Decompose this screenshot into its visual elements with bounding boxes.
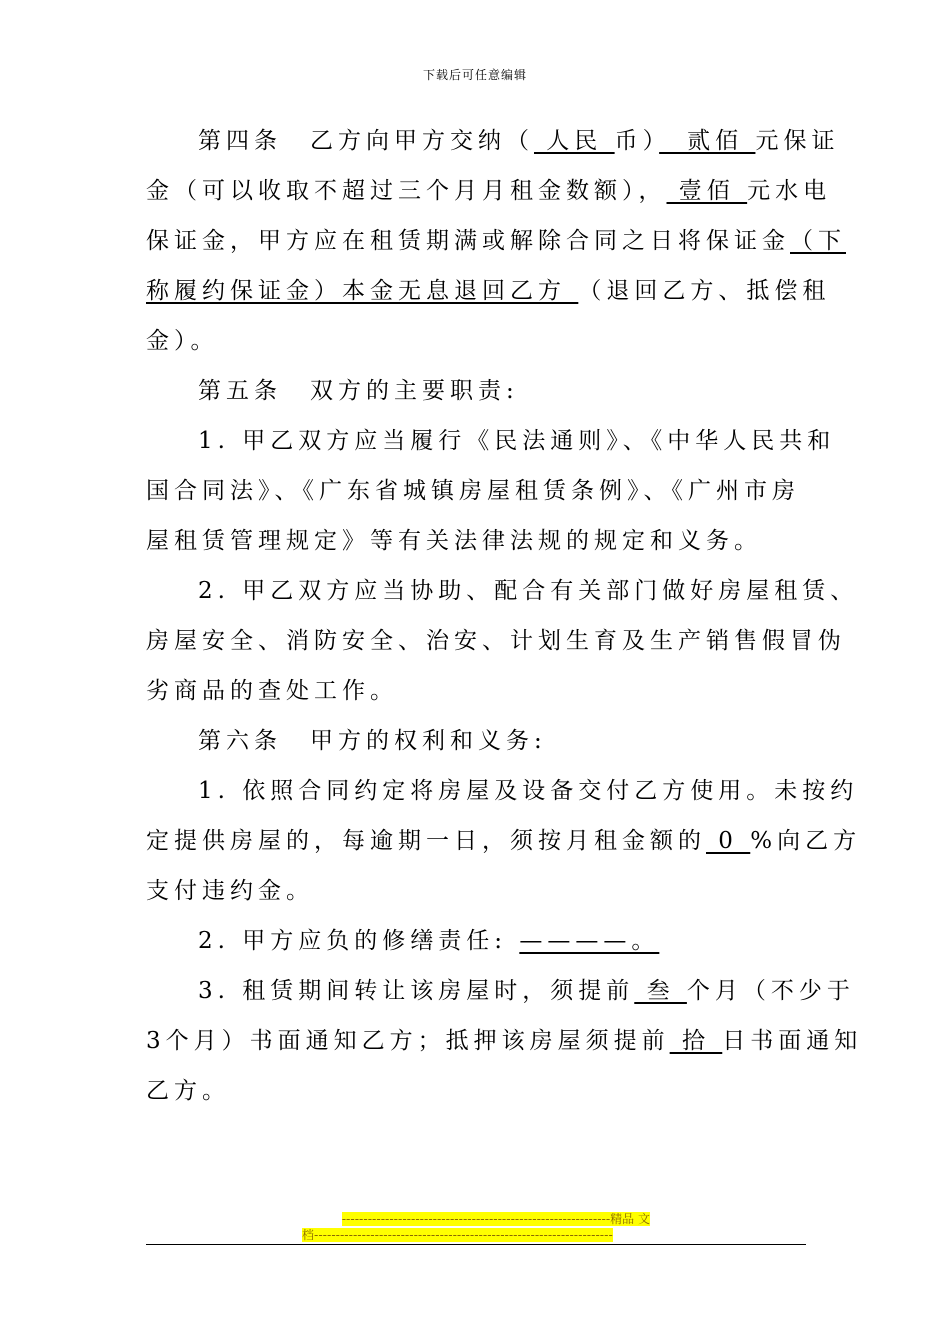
article-6-item-3-line-3: 乙方。 bbox=[146, 1078, 230, 1104]
article-6-item-1-line-3: 支付违约金。 bbox=[146, 878, 314, 904]
article-4-line-2: 金（可以收取不超过三个月月租金数额）， 壹佰 元水电 bbox=[146, 178, 832, 204]
article-5-item-1-line-3: 屋租赁管理规定》等有关法律法规的规定和义务。 bbox=[146, 528, 762, 554]
article-4-line-4: 称履约保证金）本金无息退回乙方 （退回乙方、抵偿租 bbox=[146, 278, 831, 304]
article-4-line-3: 保证金，甲方应在租赁期满或解除合同之日将保证金（下 bbox=[146, 228, 846, 254]
footer-watermark-line-2: 档--------------------------------------------------------------------- bbox=[302, 1228, 613, 1242]
article-5-title: 第五条 双方的主要职责: bbox=[198, 378, 519, 404]
article-6-item-3-line-2: 3个月）书面通知乙方；抵押该房屋须提前 拾 日书面通知 bbox=[146, 1028, 863, 1054]
article-6-item-1-line-2: 定提供房屋的，每逾期一日，须按月租金额的 0 %向乙方 bbox=[146, 828, 862, 854]
article-6-item-1-line-1: 1. 依照合同约定将房屋及设备交付乙方使用。未按约 bbox=[198, 778, 859, 804]
article-5-item-1-line-1: 1. 甲乙双方应当履行《民法通则》、《中华人民共和 bbox=[198, 428, 836, 454]
article-5-item-2-line-1: 2. 甲乙双方应当协助、配合有关部门做好房屋租赁、 bbox=[198, 578, 859, 604]
article-4-line-5: 金）。 bbox=[146, 328, 219, 354]
article-5-item-2-line-3: 劣商品的查处工作。 bbox=[146, 678, 398, 704]
footer-watermark-line-1: --------------------------------------------------------------精品 文 bbox=[341, 1212, 650, 1226]
article-6-title: 第六条 甲方的权利和义务: bbox=[198, 728, 547, 754]
article-5-item-2-line-2: 房屋安全、消防安全、治安、计划生育及生产销售假冒伪 bbox=[146, 628, 846, 654]
footer-rule bbox=[146, 1244, 806, 1245]
article-5-item-1-line-2: 国合同法》、《广东省城镇房屋租赁条例》、《广州市房 bbox=[146, 478, 800, 504]
article-6-item-3-line-1: 3. 租赁期间转让该房屋时，须提前 叁 个月（不少于 bbox=[198, 978, 855, 1004]
page-header: 下载后可任意编辑 bbox=[422, 68, 527, 82]
article-4-line-1: 第四条 乙方向甲方交纳（ 人民 币） 贰佰 元保证 bbox=[198, 128, 840, 154]
article-6-item-2: 2. 甲方应负的修缮责任: ————。 bbox=[198, 928, 660, 954]
